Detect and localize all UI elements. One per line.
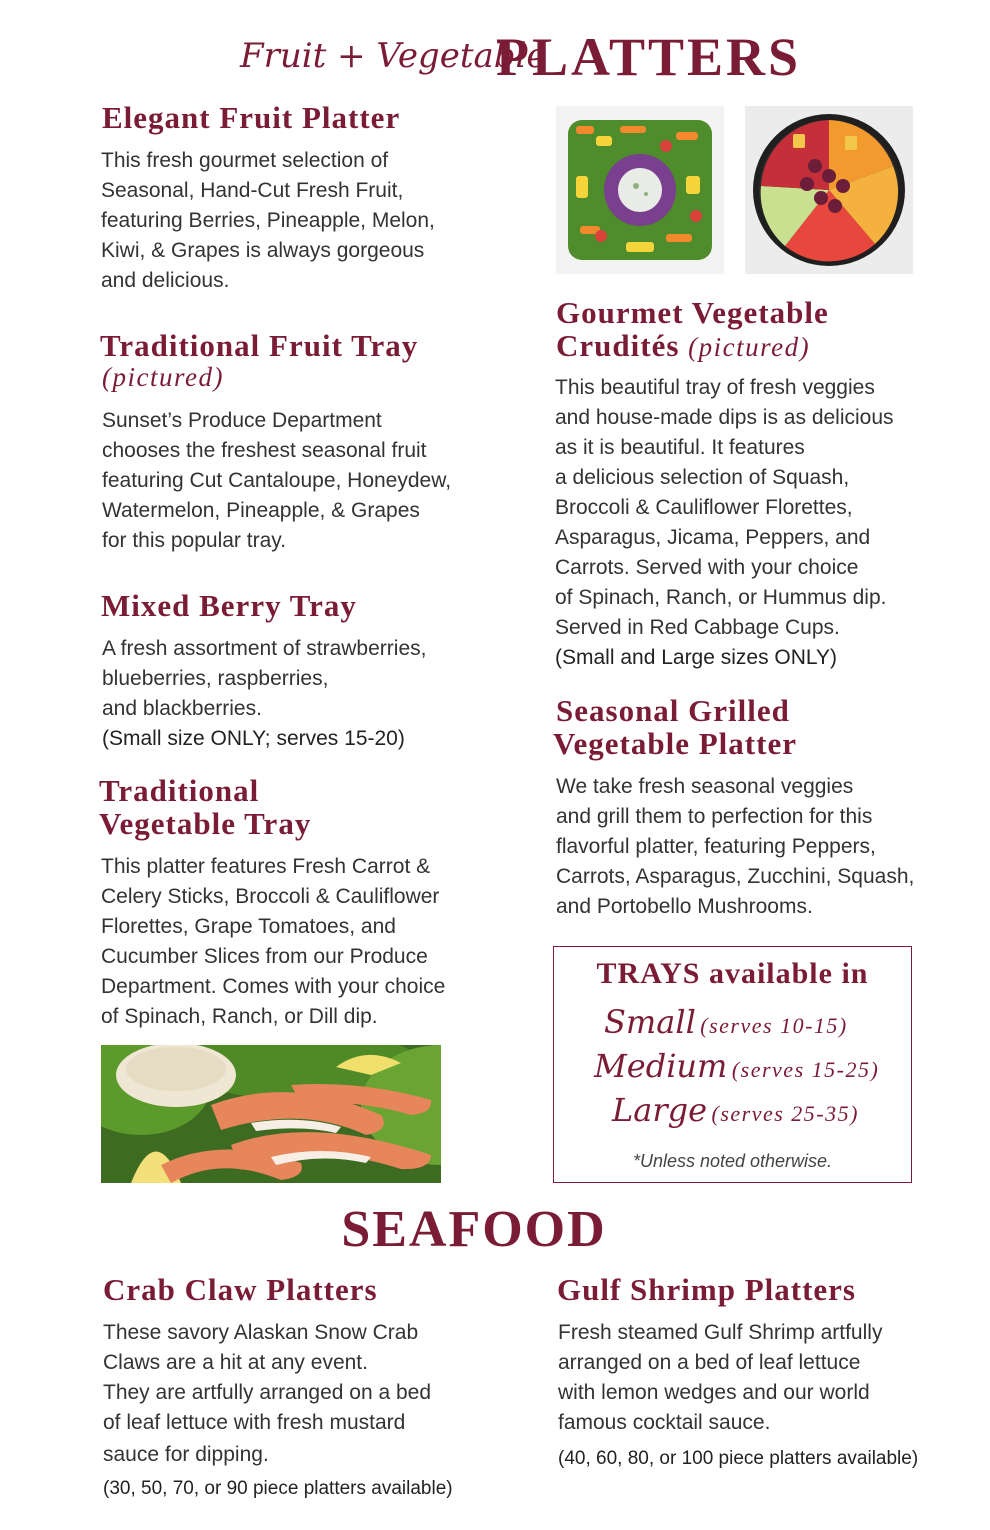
shrimp-title: Gulf Shrimp Platters — [557, 1272, 856, 1307]
desc-line: sauce for dipping. — [103, 1443, 269, 1466]
traditional-fruit-note: (pictured) — [102, 362, 224, 392]
desc-line: Cucumber Slices from our Produce — [101, 945, 428, 968]
desc-line: and blackberries. — [102, 697, 262, 720]
traditional-veg-desc — [101, 852, 445, 1032]
berry-size-note: (Small size ONLY; serves 15-20) — [102, 727, 405, 750]
traditional-fruit-desc — [102, 406, 451, 556]
header-title: PLATTERS — [496, 27, 802, 87]
desc-line: Kiwi, & Grapes is always gorgeous — [101, 239, 425, 262]
desc-line: of Spinach, Ranch, or Dill dip. — [101, 1005, 378, 1028]
desc-line: These savory Alaskan Snow Crab — [103, 1321, 419, 1344]
desc-line: Department. Comes with your choice — [101, 975, 446, 998]
desc-line: featuring Berries, Pineapple, Melon, — [101, 209, 435, 232]
fruit-tray-photo — [745, 106, 913, 274]
crudites-size-note: (Small and Large sizes ONLY) — [555, 646, 838, 669]
title-line: Seasonal Grilled — [556, 693, 790, 728]
desc-line: chooses the freshest seasonal fruit — [102, 439, 427, 462]
desc-line: Broccoli & Cauliflower Florettes, — [555, 496, 853, 519]
desc-line: Carrots, Asparagus, Zucchini, Squash, — [556, 865, 915, 888]
desc-line: and delicious. — [101, 269, 230, 292]
traditional-fruit-title: Traditional Fruit Tray — [100, 328, 419, 363]
crudites-note: (pictured) — [688, 332, 811, 362]
berry-title: Mixed Berry Tray — [101, 588, 357, 623]
desc-line: This platter features Fresh Carrot & — [101, 855, 431, 878]
desc-line: Claws are a hit at any event. — [103, 1351, 368, 1374]
title-line: Gourmet Vegetable — [556, 295, 829, 330]
trays-sizes-box — [553, 946, 912, 1183]
crudites-photo — [556, 106, 724, 274]
desc-line: Seasonal, Hand-Cut Fresh Fruit, — [101, 179, 404, 202]
grilled-title — [553, 694, 797, 760]
desc-line: Celery Sticks, Broccoli & Cauliflower — [101, 885, 440, 908]
desc-line: Served in Red Cabbage Cups. — [555, 616, 840, 639]
desc-line: We take fresh seasonal veggies — [556, 775, 854, 798]
desc-line: Fresh steamed Gulf Shrimp artfully — [558, 1321, 883, 1344]
desc-line: of leaf lettuce with fresh mustard — [103, 1411, 406, 1434]
grilled-desc — [556, 772, 914, 922]
desc-line: a delicious selection of Squash, — [555, 466, 850, 489]
desc-line: and Portobello Mushrooms. — [556, 895, 813, 918]
size-name: Small — [604, 1003, 696, 1041]
tray-size-small — [604, 1003, 848, 1041]
desc-line: This beautiful tray of fresh veggies — [555, 376, 875, 399]
seafood-title: SEAFOOD — [341, 1201, 607, 1258]
desc-line: This fresh gourmet selection of — [101, 149, 389, 172]
crudites-title — [556, 296, 829, 364]
header-script-title: Fruit + Vegetable — [240, 36, 547, 76]
crudites-desc — [555, 373, 894, 673]
crab-size-note: (30, 50, 70, or 90 piece platters available) — [103, 1478, 453, 1499]
crab-platter-photo — [101, 1045, 486, 1183]
desc-line: with lemon wedges and our world — [558, 1381, 870, 1404]
tray-size-medium — [594, 1047, 879, 1085]
crab-desc — [103, 1318, 453, 1504]
desc-line: Sunset’s Produce Department — [102, 409, 382, 432]
desc-line: They are artfully arranged on a bed — [103, 1381, 432, 1404]
desc-line: flavorful platter, featuring Peppers, — [556, 835, 876, 858]
desc-line: featuring Cut Cantaloupe, Honeydew, — [102, 469, 452, 492]
title-line: Traditional — [99, 773, 260, 808]
page-header — [0, 22, 990, 92]
size-name: Large — [612, 1091, 708, 1129]
desc-line: and grill them to perfection for this — [556, 805, 873, 828]
traditional-veg-title — [99, 774, 311, 840]
desc-line: for this popular tray. — [102, 529, 287, 552]
trays-heading: TRAYS available in — [596, 957, 869, 990]
title-line: Vegetable Platter — [553, 726, 797, 761]
tray-size-large — [612, 1091, 859, 1129]
desc-line: famous cocktail sauce. — [558, 1411, 771, 1434]
size-serves: (serves 15-25) — [731, 1057, 880, 1082]
desc-line: Florettes, Grape Tomatoes, and — [101, 915, 396, 938]
desc-line: A fresh assortment of strawberries, — [102, 637, 427, 660]
size-serves: (serves 25-35) — [711, 1101, 859, 1126]
shrimp-desc — [558, 1318, 918, 1474]
desc-line: arranged on a bed of leaf lettuce — [558, 1351, 861, 1374]
elegant-title: Elegant Fruit Platter — [102, 100, 401, 135]
size-name: Medium — [594, 1047, 728, 1085]
desc-line: Carrots. Served with your choice — [555, 556, 859, 579]
shrimp-size-note: (40, 60, 80, or 100 piece platters available) — [558, 1448, 919, 1469]
crab-title: Crab Claw Platters — [103, 1272, 378, 1307]
trays-footnote: *Unless noted otherwise. — [632, 1151, 833, 1171]
desc-line: blueberries, raspberries, — [102, 667, 329, 690]
berry-desc — [102, 634, 426, 754]
title-line: Vegetable Tray — [99, 806, 312, 841]
title-line: Crudités — [556, 328, 680, 363]
desc-line: Asparagus, Jicama, Peppers, and — [555, 526, 871, 549]
desc-line: Watermelon, Pineapple, & Grapes — [102, 499, 420, 522]
desc-line: as it is beautiful. It features — [555, 436, 805, 459]
desc-line: and house-made dips is as delicious — [555, 406, 894, 429]
desc-line: of Spinach, Ranch, or Hummus dip. — [555, 586, 887, 609]
elegant-desc — [101, 146, 435, 296]
size-serves: (serves 10-15) — [700, 1013, 848, 1038]
